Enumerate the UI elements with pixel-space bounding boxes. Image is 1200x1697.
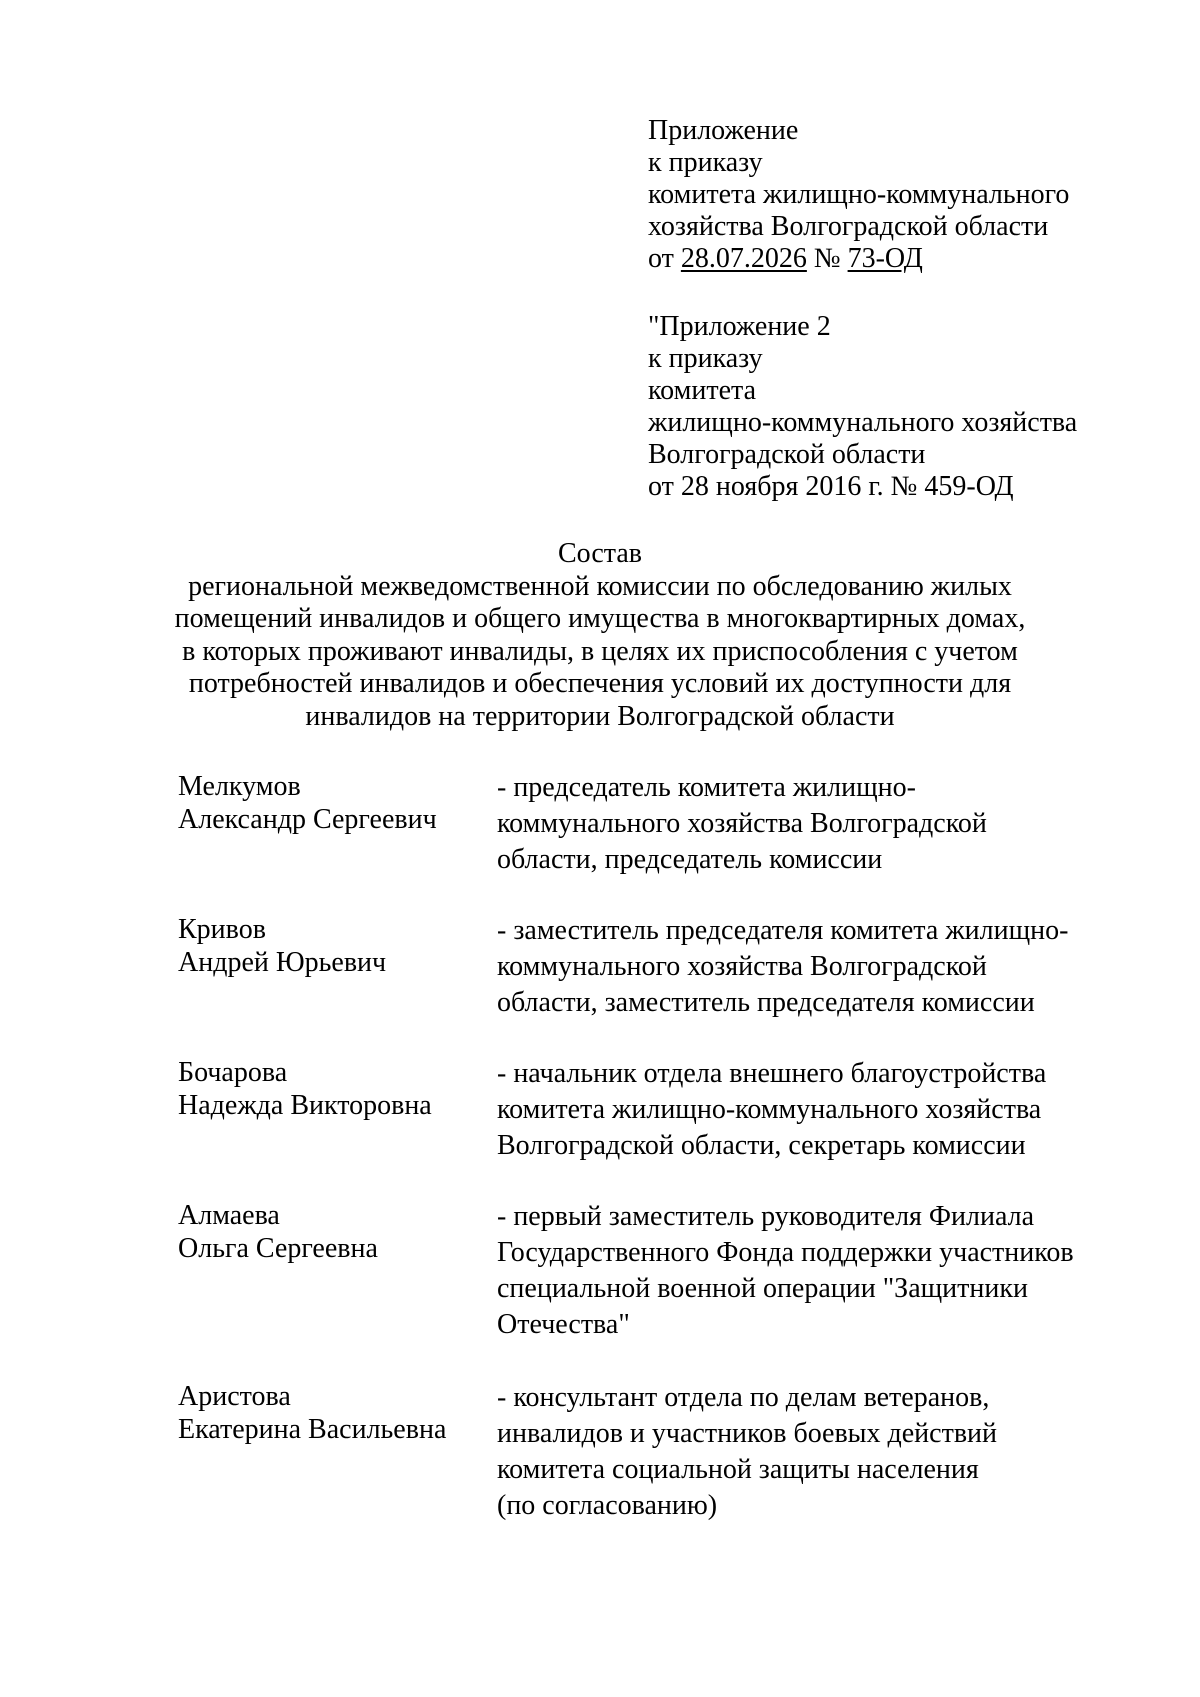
member-role-line: - консультант отдела по делам ветеранов, xyxy=(497,1382,990,1413)
member-role-line: коммунального хозяйства Волгоградской xyxy=(497,808,987,839)
quoted-appendix-line: комитета xyxy=(648,375,757,406)
member-role-line: специальной военной операции "Защитники xyxy=(497,1273,1028,1304)
order-date: 28.07.2026 xyxy=(680,243,807,274)
appendix-header-line: Приложение xyxy=(648,115,799,146)
member-surname: Аристова xyxy=(178,1381,291,1412)
title-line: помещений инвалидов и общего имущества в многоквартирных домах, xyxy=(174,603,1026,634)
appendix-header xyxy=(648,115,1069,275)
member-name xyxy=(178,770,437,836)
title-line: инвалидов на территории Волгоградской области xyxy=(305,700,895,732)
member-surname: Кривов xyxy=(178,914,266,945)
member-role-line: - председатель комитета жилищно- xyxy=(497,772,916,803)
member-role-line: комитета социальной защиты населения xyxy=(497,1454,979,1485)
member-given-names: Надежда Викторовна xyxy=(178,1090,432,1121)
member-surname: Бочарова xyxy=(178,1057,288,1088)
member-given-names: Ольга Сергеевна xyxy=(178,1233,378,1264)
member-name xyxy=(178,1199,378,1265)
member-role xyxy=(497,1056,1046,1164)
member-role-line: Отечества" xyxy=(497,1309,630,1340)
member-role-line: - первый заместитель руководителя Филиала xyxy=(497,1201,1035,1232)
quoted-appendix-line: к приказу xyxy=(648,343,763,374)
member-role-line: коммунального хозяйства Волгоградской xyxy=(497,951,987,982)
member-surname: Мелкумов xyxy=(178,771,301,802)
quoted-appendix-line: жилищно-коммунального хозяйства xyxy=(648,407,1078,438)
member-given-names: Андрей Юрьевич xyxy=(178,947,387,978)
member-role xyxy=(497,1199,1074,1343)
member-role-line: области, заместитель председателя комиссии xyxy=(497,987,1035,1018)
quoted-appendix-line: от 28 ноября 2016 г. № 459-ОД xyxy=(648,471,1014,502)
title-line: региональной межведомственной комиссии по обследованию жилых xyxy=(188,570,1012,602)
appendix-header-line: хозяйства Волгоградской области xyxy=(648,211,1049,242)
member-role-line: - заместитель председателя комитета жилищно- xyxy=(497,915,1069,946)
member-name xyxy=(178,913,386,979)
member-role-line: Государственного Фонда поддержки участников xyxy=(497,1237,1074,1268)
member-role-line: комитета жилищно-коммунального хозяйства xyxy=(497,1094,1042,1125)
member-surname: Алмаева xyxy=(178,1200,280,1231)
member-role xyxy=(497,770,987,878)
member-given-names: Екатерина Васильевна xyxy=(178,1414,447,1445)
member-role-line: (по согласованию) xyxy=(497,1490,718,1521)
member-role xyxy=(497,1380,997,1524)
member-given-names: Александр Сергеевич xyxy=(178,804,437,835)
order-date-line xyxy=(648,243,1069,275)
order-date-prefix: от xyxy=(648,243,681,274)
quoted-appendix-line: "Приложение 2 xyxy=(648,311,831,342)
quoted-appendix-line: Волгоградской области xyxy=(648,439,926,470)
member-role-line: инвалидов и участников боевых действий xyxy=(497,1418,998,1449)
member-role-line: области, председатель комиссии xyxy=(497,844,883,875)
order-number-prefix: № xyxy=(806,243,848,274)
quoted-appendix xyxy=(648,311,1077,503)
member-name xyxy=(178,1380,446,1446)
member-role-line: Волгоградской области, секретарь комиссии xyxy=(497,1130,1026,1161)
order-number: 73-ОД xyxy=(847,243,923,274)
member-role xyxy=(497,913,1068,1021)
title-line: потребностей инвалидов и обеспечения условий их доступности для xyxy=(188,668,1012,699)
title-line: в которых проживают инвалиды, в целях их приспособления с учетом xyxy=(182,635,1018,667)
member-name xyxy=(178,1056,432,1122)
document-title xyxy=(0,538,1200,733)
member-role-line: - начальник отдела внешнего благоустройства xyxy=(497,1058,1047,1089)
title-heading: Состав xyxy=(557,538,643,569)
appendix-header-line: к приказу xyxy=(648,147,763,178)
appendix-header-line: комитета жилищно-коммунального xyxy=(648,179,1070,210)
